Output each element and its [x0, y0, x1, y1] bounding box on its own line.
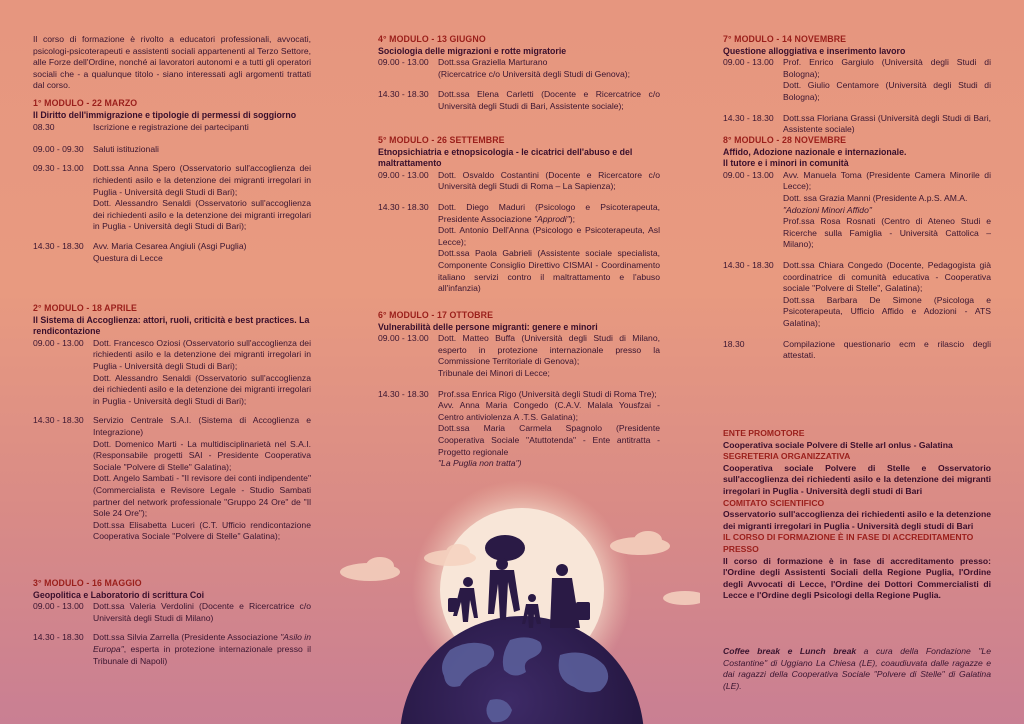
speaker: Dott.ssa Chiara Congedo (Docente, Pedagogista già coordinatrice di comunità educativa - Cooperativa sociale "Polvere di Stelle", Galatina); [783, 259, 991, 294]
speaker: Avv. Maria Cesarea Angiuli (Asgi Puglia) [93, 240, 247, 251]
speaker: Dott.ssa Paola Gabrieli (Assistente sociale specialista, Componente Consiglio Direttivo CISMAI - Coordinamento italiano servizi contro il maltrattamento e l'abuso all'infanzia) [438, 248, 660, 294]
session-desc [93, 338, 311, 408]
module-4 [378, 34, 660, 113]
speaker [438, 202, 660, 225]
speaker: Dott. Alessandro Senaldi (Osservatorio sull'accoglienza dei richiedenti asilo e la detenzione dei migranti irregolari in Puglia - Università degli Studi di Bari); [93, 198, 311, 232]
time-slot: 09.00 - 13.00 [378, 333, 429, 344]
coffee-break-label: Coffee break e Lunch break [723, 646, 857, 656]
speaker: Dott. Francesco Oziosi (Osservatorio sull'accoglienza dei richiedenti asilo e la detenzione dei migranti irregolari in Puglia - Università degli Studi di Bari); [93, 337, 311, 371]
speaker: Servizio Centrale S.A.I. (Sistema di Accoglienza e Integrazione) [93, 415, 311, 437]
speaker: Dott. Matteo Buffa (Università degli Studi di Milano, esperto in protezione internazionale presso la Commissione Territoriale di Genova); [438, 333, 660, 367]
module-subtitle: Il tutore e i minori in comunità [723, 158, 849, 169]
session-desc: Saluti istituzionali [93, 143, 159, 154]
session-desc [93, 241, 311, 264]
schedule-row [723, 113, 991, 136]
speaker: Dott.ssa Graziella Marturano [438, 57, 548, 68]
session-desc [783, 260, 991, 330]
speaker: Dott.ssa Silvia Zarrella (Presidente Associazione [93, 632, 281, 643]
session-desc [783, 170, 991, 251]
coffee-break-text: a cura della Fondazione "Le Costantine" di Uggiano La Chiesa (LE), coaudiuvata dalle ragazze e dai ragazzi della Cooperativa Sociale "Polvere di Stelle" di Galatina (LE). [723, 646, 991, 691]
speaker-text-end: ); [569, 213, 576, 224]
module-7 [723, 34, 991, 136]
speaker-note: (Ricercatrice c/o Università degli Studi di Genova); [438, 68, 631, 79]
session-desc [438, 202, 660, 295]
module-title: Geopolitica e Laboratorio di scrittura Coi [33, 589, 205, 600]
session-desc [93, 415, 311, 543]
schedule-row [33, 601, 311, 624]
session-desc: Compilazione questionario ecm e rilascio degli attestati. [783, 338, 991, 361]
session-desc: Dott.ssa Floriana Grassi (Università degli Studi di Bari, Assistente sociale) [783, 112, 991, 135]
time-slot: 09.00 - 13.00 [723, 169, 774, 180]
migrants-globe-illustration [340, 470, 700, 724]
time-slot: 14.30 - 18.30 [723, 259, 774, 270]
association-name: "Approdi" [534, 213, 570, 224]
speaker: Dott. Alessandro Senaldi (Osservatorio sull'accoglienza dei richiedenti asilo e la detenzione dei migranti irregolari in Puglia - Università degli Studi di Bari); [93, 372, 311, 406]
organizers-block [723, 428, 991, 602]
session-desc [438, 333, 660, 379]
speaker: Dott. Angelo Sambati - "Il revisore dei conti indipendente" (Commercialista e Revisore Legale - Studio Sambati partner del network professionale "Gruppo 24 Ore" de "Il Sole 24 Ore"); [93, 473, 311, 519]
module-1 [33, 98, 311, 264]
project-name: "La Puglia non tratta") [438, 458, 522, 469]
module-title: Etnopsichiatria e etnopsicologia - le cicatrici dell'abuso e del maltrattamento [378, 146, 633, 169]
module-heading: 6° MODULO - 17 OTTOBRE [378, 310, 494, 320]
module-heading: 8° MODULO - 28 NOVEMBRE [723, 135, 847, 145]
time-slot: 14.30 - 18.30 [378, 388, 429, 399]
committee-heading: COMITATO SCIENTIFICO [723, 497, 825, 508]
speaker-note: , esperta in protezione internazionale presso il Tribunale di Napoli) [93, 643, 311, 666]
speaker: Dott. Domenico Marti - La multidisciplinarietà nel S.A.I. (Responsabile progetti SAI - Presidente Cooperativa Sociale "Polvere di Stelle" Galatina); [93, 438, 311, 472]
module-2 [33, 303, 311, 543]
time-slot: 09.00 - 13.00 [378, 57, 429, 68]
speaker-text: Dott. Diego Maduri (Psicologo e Psicoterapeuta, Presidente Associazione [438, 201, 660, 224]
schedule-row [33, 122, 311, 134]
session-desc: Dott. Osvaldo Costantini (Docente e Ricercatore c/o Università degli Studi di Roma – La Sapienza); [438, 169, 660, 192]
speaker: Prof. Enrico Gargiulo (Università degli Studi di Bologna); [783, 57, 991, 79]
session-desc: Dott.ssa Elena Carletti (Docente e Ricercatrice c/o Università degli Studi di Bari, Assistente sociale); [438, 89, 660, 111]
schedule-row [33, 632, 311, 667]
speaker: Prof.ssa Rosa Rosnati (Centro di Ateneo Studi e Ricerche sulla Famiglia - Università Cattolica – Milano); [783, 216, 991, 250]
time-slot: 08.30 [33, 122, 55, 133]
module-heading: 2° MODULO - 18 APRILE [33, 303, 138, 313]
speaker: Tribunale dei Minori di Lecce; [438, 367, 550, 378]
module-title: Questione alloggiativa e inserimento lavoro [723, 45, 906, 56]
time-slot: 14.30 - 18.30 [378, 201, 429, 212]
session-desc [93, 163, 311, 233]
schedule-row [378, 170, 660, 193]
schedule-row [33, 338, 311, 408]
speaker: Dott.ssa Elisabetta Luceri (C.T. Ufficio rendicontazione Cooperativa Sociale "Polvere di Stelle" Galatina); [93, 519, 311, 542]
schedule-row [723, 57, 991, 103]
schedule-row [33, 241, 311, 264]
intro-text: Il corso di formazione è rivolto a educatori professionali, avvocati, psicologi-psicoterapeuti e assistenti sociali appartenenti al Terzo Settore, alle Forze dell'Ordine, nonché ai lavoratori autonomi e a tutti gli operatori sociali che - a qualunque titolo - siano interessati agli argomenti trattati dal corso. [33, 34, 311, 91]
time-slot: 14.30 - 18.30 [33, 240, 84, 251]
module-3 [33, 578, 311, 667]
speaker: Dott. Antonio Dell'Anna (Psicologo e Psicoterapeuta, Asl Lecce); [438, 225, 660, 247]
schedule-row [378, 89, 660, 112]
module-title: Il Sistema di Accoglienza: attori, ruoli, criticità e best practices. La rendicontazione [33, 314, 310, 337]
accreditation-text: Il corso di formazione è in fase di accreditamento presso: l'Ordine degli Assistenti Sociali della Regione Puglia, l'Ordine degli Avvocati di Lecce, l'Ordine dei Dottori Commercialisti di Lecce e l'Ordine degli Psicologi della Regione Puglia. [723, 555, 991, 601]
association-name: "Asilo in Europa" [93, 632, 311, 654]
module-title: Affido, Adozione nazionale e internazionale. [723, 146, 907, 157]
module-title: Vulnerabilità delle persone migranti: genere e minori [378, 321, 598, 332]
session-desc: Dott.ssa Valeria Verdolini (Docente e Ricercatrice c/o Università degli Studi di Milano) [93, 601, 311, 623]
schedule-row [33, 144, 311, 156]
promoter-text: Cooperativa sociale Polvere di Stelle arl onlus - Galatina [723, 439, 953, 450]
time-slot: 09.00 - 13.00 [33, 337, 84, 348]
session-desc: Iscrizione e registrazione dei partecipanti [93, 122, 249, 133]
speaker: Dott. Giulio Centamore (Università degli Studi di Bologna); [783, 80, 991, 102]
speaker: Avv. Manuela Toma (Presidente Camera Minorile di Lecce); [783, 169, 991, 192]
time-slot: 09.30 - 13.00 [33, 163, 84, 174]
time-slot: 09.00 - 09.30 [33, 143, 84, 154]
schedule-row [378, 333, 660, 379]
accreditation-heading: IL CORSO DI FORMAZIONE È IN FASE DI ACCREDITAMENTO PRESSO [723, 532, 974, 554]
speaker: Dott.ssa Maria Carmela Spagnolo (Presidente Cooperativa Sociale "Atuttotenda" - Ente antitratta - Progetto regionale [438, 423, 660, 457]
promoter-heading: ENTE PROMOTORE [723, 428, 805, 438]
time-slot: 09.00 - 13.00 [723, 57, 774, 68]
time-slot: 09.00 - 13.00 [33, 601, 84, 612]
session-desc [438, 57, 660, 80]
module-heading: 7° MODULO - 14 NOVEMBRE [723, 34, 847, 44]
speaker: Dott.ssa Anna Spero (Osservatorio sull'accoglienza dei richiedenti asilo e la detenzione dei migranti irregolari in Puglia - Università degli Studi di Bari); [93, 163, 311, 197]
speaker: Prof.ssa Enrica Rigo (Università degli Studi di Roma Tre); [438, 388, 657, 399]
module-heading: 1° MODULO - 22 MARZO [33, 98, 138, 108]
speaker: Dott. ssa Grazia Manni (Presidente A.p.S. AM.A. [783, 192, 968, 203]
committee-text: Osservatorio sull'accoglienza dei richiedenti asilo e la detenzione dei migranti irregolari in Puglia - Università degli studi di Bari [723, 509, 991, 531]
session-desc [783, 57, 991, 103]
module-title: Il Diritto dell'immigrazione e tipologie di permessi di soggiorno [33, 109, 297, 120]
speaker: Avv. Anna Maria Congedo (C.A.V. Malala Yousfzai - Centro antiviolenza A .T.S. Galatina); [438, 400, 660, 422]
schedule-row [723, 170, 991, 251]
module-title: Sociologia delle migrazioni e rotte migratorie [378, 45, 567, 56]
time-slot: 14.30 - 18.30 [33, 415, 84, 426]
schedule-row [33, 163, 311, 233]
speaker: Questura di Lecce [93, 252, 163, 263]
schedule-row [723, 339, 991, 362]
module-8 [723, 135, 991, 362]
session-desc [438, 389, 660, 470]
time-slot: 09.00 - 13.00 [378, 169, 429, 180]
schedule-row [378, 202, 660, 295]
module-heading: 4° MODULO - 13 GIUGNO [378, 34, 486, 44]
time-slot: 18.30 [723, 338, 745, 349]
schedule-row [378, 57, 660, 80]
time-slot: 14.30 - 18.30 [723, 112, 774, 123]
session-desc [93, 632, 311, 667]
coffee-break-note [723, 646, 991, 692]
module-5 [378, 135, 660, 295]
module-6 [378, 310, 660, 470]
time-slot: 14.30 - 18.30 [378, 89, 429, 100]
schedule-row [378, 389, 660, 470]
secretariat-heading: SEGRETERIA ORGANIZZATIVA [723, 451, 851, 462]
association-name: "Adozioni Minori Affido" [783, 204, 872, 215]
schedule-row [33, 415, 311, 543]
time-slot: 14.30 - 18.30 [33, 632, 84, 643]
secretariat-text: Cooperativa sociale Polvere di Stelle e Osservatorio sull'accoglienza dei richiedenti asilo e la detenzione dei migranti irregolari in Puglia - Università degli studi di Bari [723, 462, 991, 496]
speaker: Dott.ssa Barbara De Simone (Psicologa e Psicoterapeuta, Ufficio Affido e Adozioni - ATS Galatina); [783, 294, 991, 328]
schedule-row [723, 260, 991, 330]
module-heading: 5° MODULO - 26 SETTEMBRE [378, 135, 505, 145]
module-heading: 3° MODULO - 16 MAGGIO [33, 578, 142, 588]
